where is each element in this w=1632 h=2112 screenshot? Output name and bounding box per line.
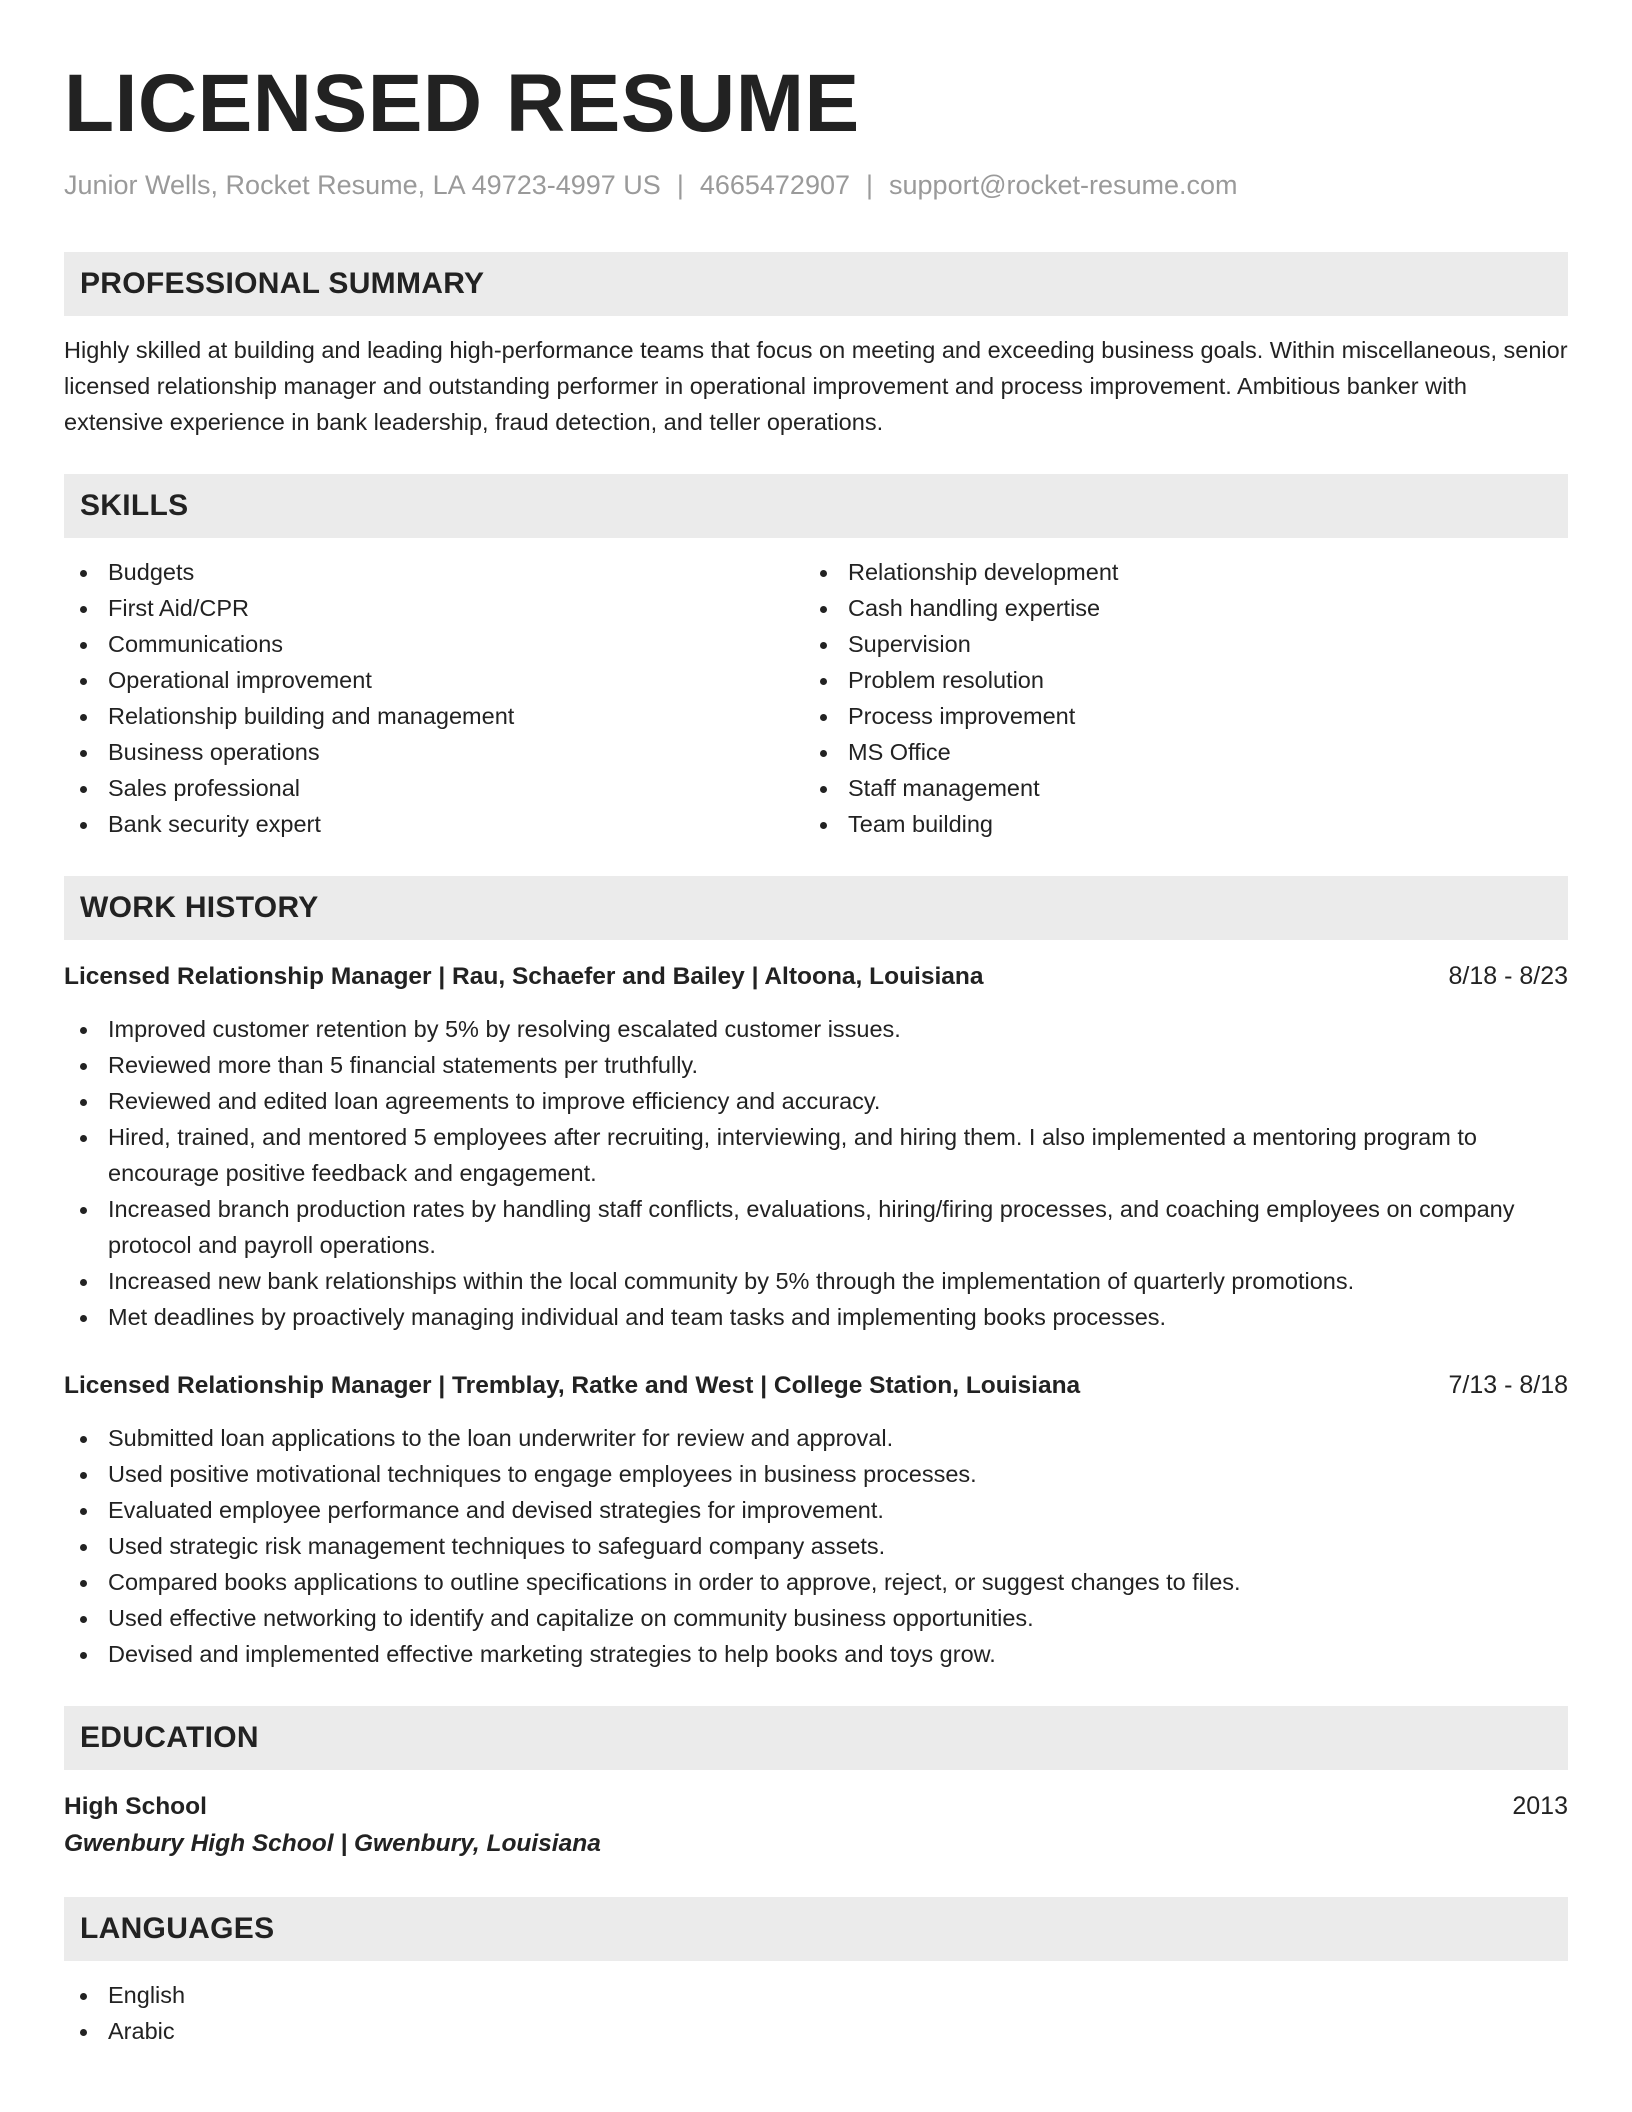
job-heading xyxy=(64,1367,1568,1404)
section-header-languages: LANGUAGES xyxy=(64,1897,1568,1961)
skill-item: Communications xyxy=(64,626,804,662)
job-bullet-list xyxy=(64,1011,1568,1335)
skill-item: First Aid/CPR xyxy=(64,590,804,626)
skill-item: Business operations xyxy=(64,734,804,770)
language-item: Arabic xyxy=(64,2013,1568,2049)
education-degree: High School xyxy=(64,1793,207,1820)
contact-separator: | xyxy=(676,170,684,200)
job-bullet: Submitted loan applications to the loan underwriter for review and approval. xyxy=(64,1420,1568,1456)
skill-item: Team building xyxy=(804,806,1544,842)
education-heading xyxy=(64,1788,1568,1825)
section-header-summary: PROFESSIONAL SUMMARY xyxy=(64,252,1568,316)
job-bullet: Improved customer retention by 5% by resolving escalated customer issues. xyxy=(64,1011,1568,1047)
job-bullet: Reviewed more than 5 financial statements per truthfully. xyxy=(64,1047,1568,1083)
contact-phone: 4665472907 xyxy=(699,170,850,200)
section-header-work-history: WORK HISTORY xyxy=(64,876,1568,940)
skill-item: Sales professional xyxy=(64,770,804,806)
contact-address: Junior Wells, Rocket Resume, LA 49723-4997 US xyxy=(64,170,661,200)
skill-item: Budgets xyxy=(64,554,804,590)
section-header-skills: SKILLS xyxy=(64,474,1568,538)
skills-column-right xyxy=(804,554,1544,842)
job-bullet: Increased new bank relationships within the local community by 5% through the implementation of quarterly promotions. xyxy=(64,1263,1568,1299)
languages-list xyxy=(64,1977,1568,2049)
skill-item: Process improvement xyxy=(804,698,1544,734)
job-dates: 7/13 - 8/18 xyxy=(1448,1371,1568,1399)
skill-item: Relationship building and management xyxy=(64,698,804,734)
job-heading xyxy=(64,958,1568,995)
contact-email: support@rocket-resume.com xyxy=(889,170,1238,200)
job-bullet: Evaluated employee performance and devised strategies for improvement. xyxy=(64,1492,1568,1528)
contact-separator: | xyxy=(866,170,874,200)
job-bullet: Hired, trained, and mentored 5 employees after recruiting, interviewing, and hiring them. I also implemented a mentoring program to encourage positive feedback and engagement. xyxy=(64,1119,1568,1191)
job-bullet: Increased branch production rates by handling staff conflicts, evaluations, hiring/firing processes, and coaching employees on company protocol and payroll operations. xyxy=(64,1191,1568,1263)
job-title: Licensed Relationship Manager | Rau, Schaefer and Bailey | Altoona, Louisiana xyxy=(64,963,984,990)
job-bullet: Reviewed and edited loan agreements to improve efficiency and accuracy. xyxy=(64,1083,1568,1119)
skills-list xyxy=(64,554,1568,842)
skill-item: MS Office xyxy=(804,734,1544,770)
job-bullet: Used strategic risk management techniques to safeguard company assets. xyxy=(64,1528,1568,1564)
education-year: 2013 xyxy=(1512,1792,1568,1820)
job-bullet-list xyxy=(64,1420,1568,1672)
language-item: English xyxy=(64,1977,1568,2013)
skill-item: Problem resolution xyxy=(804,662,1544,698)
job-bullet: Compared books applications to outline specifications in order to approve, reject, or suggest changes to files. xyxy=(64,1564,1568,1600)
job-title: Licensed Relationship Manager | Tremblay, Ratke and West | College Station, Louisiana xyxy=(64,1372,1081,1399)
education-school: Gwenbury High School | Gwenbury, Louisiana xyxy=(64,1830,601,1857)
skill-item: Staff management xyxy=(804,770,1544,806)
summary-text: Highly skilled at building and leading high-performance teams that focus on meeting and exceeding business goals. Within miscellaneous, senior licensed relationship manager and outstanding performer in operational improvement and process improvement. Ambitious banker with extensive experience in bank leadership, fraud detection, and teller operations. xyxy=(64,337,1568,435)
section-header-education: EDUCATION xyxy=(64,1706,1568,1770)
skill-item: Relationship development xyxy=(804,554,1544,590)
job-bullet: Devised and implemented effective marketing strategies to help books and toys grow. xyxy=(64,1636,1568,1672)
skill-item: Bank security expert xyxy=(64,806,804,842)
skill-item: Supervision xyxy=(804,626,1544,662)
job-bullet: Used positive motivational techniques to engage employees in business processes. xyxy=(64,1456,1568,1492)
skills-column-left xyxy=(64,554,804,842)
job-bullet: Met deadlines by proactively managing individual and team tasks and implementing books processes. xyxy=(64,1299,1568,1335)
resume-name: LICENSED RESUME xyxy=(64,58,860,149)
skill-item: Cash handling expertise xyxy=(804,590,1544,626)
job-dates: 8/18 - 8/23 xyxy=(1448,962,1568,990)
skill-item: Operational improvement xyxy=(64,662,804,698)
contact-line xyxy=(64,168,1568,202)
job-bullet: Used effective networking to identify and capitalize on community business opportunities. xyxy=(64,1600,1568,1636)
